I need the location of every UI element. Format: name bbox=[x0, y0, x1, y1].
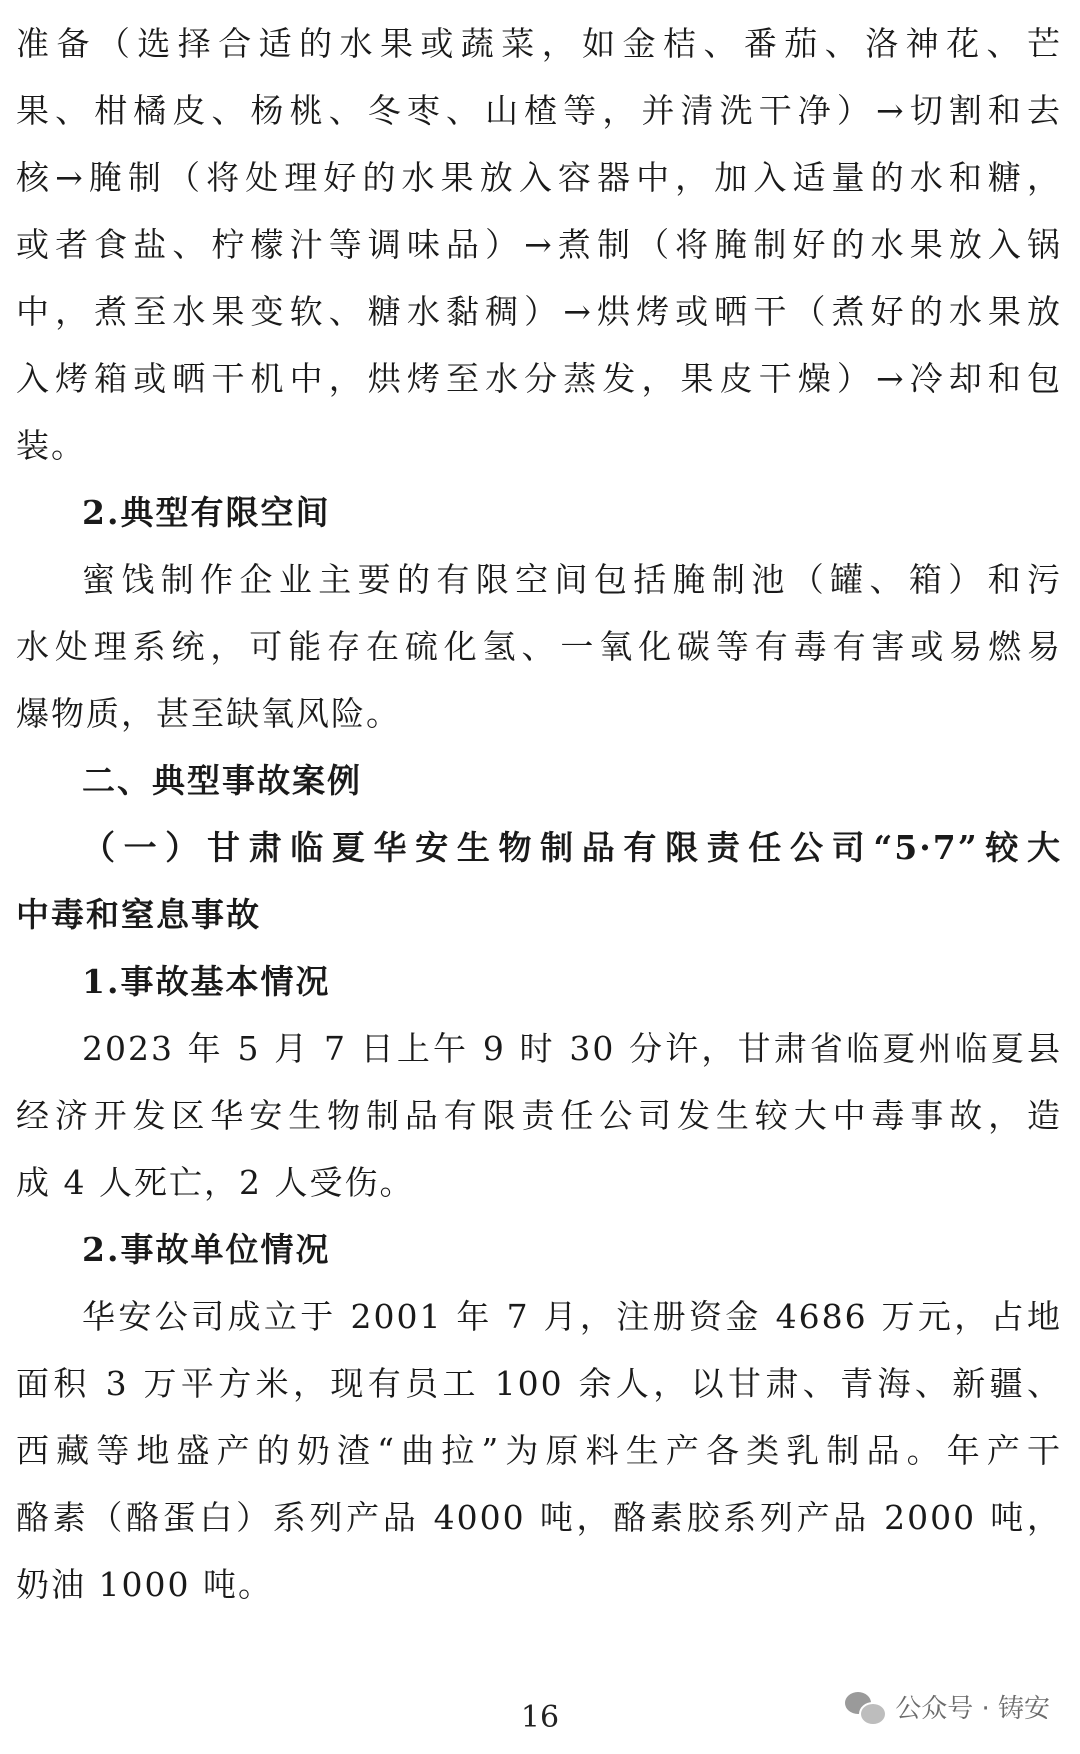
section-heading: 2.事故单位情况 bbox=[82, 1230, 331, 1269]
body-text-line: 奶油 1000 吨。 bbox=[16, 1565, 273, 1604]
body-text-line: 或者食盐、柠檬汁等调味品）→煮制（将腌制好的水果放入锅 bbox=[16, 225, 1062, 264]
body-text-line: 成 4 人死亡，2 人受伤。 bbox=[16, 1163, 415, 1202]
body-text-line: 西藏等地盛产的奶渣“曲拉”为原料生产各类乳制品。年产干 bbox=[16, 1431, 1062, 1470]
chapter-heading: 二、典型事故案例 bbox=[82, 761, 362, 800]
body-text-line: 爆物质，甚至缺氧风险。 bbox=[16, 694, 401, 733]
section-heading: 2.典型有限空间 bbox=[82, 493, 331, 532]
body-text-line: 华安公司成立于 2001 年 7 月，注册资金 4686 万元，占地 bbox=[82, 1297, 1062, 1336]
case-title: （一）甘肃临夏华安生物制品有限责任公司“5·7”较大 bbox=[82, 828, 1062, 867]
document-page bbox=[16, 10, 1062, 1618]
body-text-line: 酪素（酪蛋白）系列产品 4000 吨，酪素胶系列产品 2000 吨， bbox=[16, 1498, 1062, 1537]
section-heading: 1.事故基本情况 bbox=[82, 962, 331, 1001]
body-text-line: 水处理系统，可能存在硫化氢、一氧化碳等有毒有害或易燃易 bbox=[16, 627, 1062, 666]
page-number: 16 bbox=[520, 1700, 560, 1735]
body-text-line: 准备（选择合适的水果或蔬菜，如金桔、番茄、洛神花、芒 bbox=[16, 24, 1062, 63]
body-text-line: 果、柑橘皮、杨桃、冬枣、山楂等，并清洗干净）→切割和去 bbox=[16, 91, 1062, 130]
body-text-line: 入烤箱或晒干机中，烘烤至水分蒸发，果皮干燥）→冷却和包 bbox=[16, 359, 1062, 398]
watermark-label: 公众号 · 铸安 bbox=[895, 1694, 1050, 1724]
body-text-line: 经济开发区华安生物制品有限责任公司发生较大中毒事故，造 bbox=[16, 1096, 1062, 1135]
body-text-line: 2023 年 5 月 7 日上午 9 时 30 分许，甘肃省临夏州临夏县 bbox=[82, 1029, 1062, 1068]
body-text-line: 面积 3 万平方米，现有员工 100 余人，以甘肃、青海、新疆、 bbox=[16, 1364, 1062, 1403]
case-title: 中毒和窒息事故 bbox=[16, 895, 261, 934]
body-text-line: 蜜饯制作企业主要的有限空间包括腌制池（罐、箱）和污 bbox=[82, 560, 1062, 599]
body-text-line: 核→腌制（将处理好的水果放入容器中，加入适量的水和糖， bbox=[16, 158, 1062, 197]
body-text-line: 中，煮至水果变软、糖水黏稠）→烘烤或晒干（煮好的水果放 bbox=[16, 292, 1062, 331]
wechat-icon bbox=[845, 1690, 885, 1724]
watermark bbox=[845, 1688, 1050, 1725]
body-text-line: 装。 bbox=[16, 426, 86, 465]
